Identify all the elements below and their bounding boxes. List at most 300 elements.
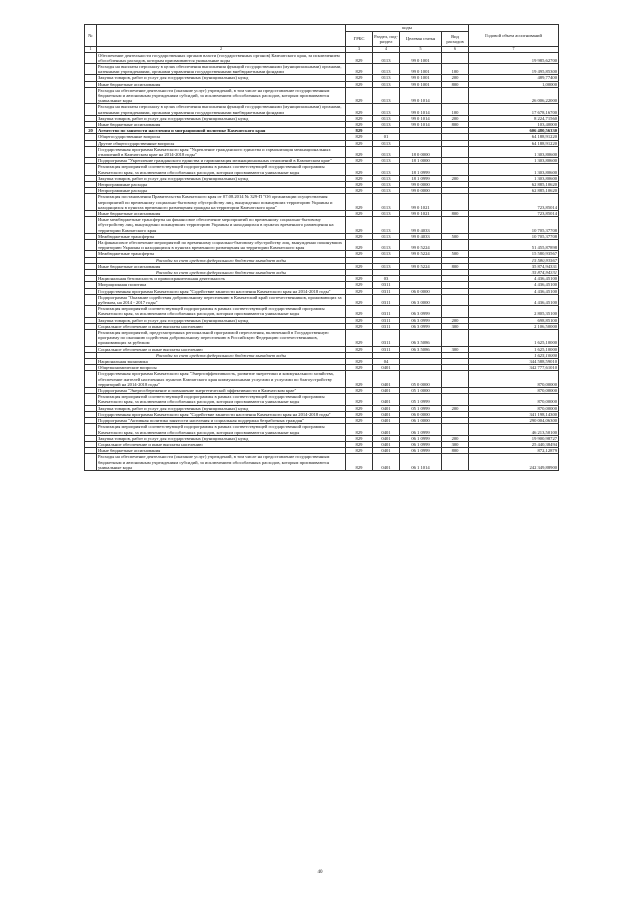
row-grbs: 829 — [346, 435, 373, 441]
table-row — [85, 194, 559, 211]
row-name: Реализация мероприятий соответствующей подпрограммы в рамках соответствующей государственной программы Камчатского края, за исключением обособленных расходов, которым присваиваются уникальные коды — [97, 306, 346, 317]
row-razdel: 0401 — [373, 435, 400, 441]
row-amount: 19 985,62700 — [469, 52, 559, 63]
row-grbs: 829 — [346, 175, 373, 181]
row-amount: 26 006,22000 — [469, 87, 559, 104]
row-expense-type: 100 — [442, 63, 469, 74]
row-expense-type: 300 — [442, 323, 469, 329]
row-expense-type — [442, 330, 469, 347]
table-row — [85, 63, 559, 74]
row-target-article: 06 1 0999 — [400, 441, 442, 447]
row-name: Подпрограмма "Энергосбережение и повышение энергетической эффективности в Камчатском крае" — [97, 388, 346, 394]
row-number — [85, 146, 97, 157]
row-expense-type — [442, 164, 469, 175]
row-name: Иные бюджетные ассигнования — [97, 448, 346, 454]
row-razdel: 0113 — [373, 52, 400, 63]
row-number — [85, 330, 97, 347]
row-expense-type: 100 — [442, 104, 469, 115]
col-number: 6 — [442, 47, 469, 53]
row-name: Непрограммные расходы — [97, 181, 346, 187]
row-amount: 1 303,80600 — [469, 158, 559, 164]
header-codes: коды — [346, 25, 469, 32]
row-name: Непрограммные расходы — [97, 188, 346, 194]
row-amount: 242 349,88900 — [469, 454, 559, 471]
row-grbs: 829 — [346, 75, 373, 81]
row-name: Миграционная политика — [97, 282, 346, 288]
row-amount: 290 004,06300 — [469, 418, 559, 424]
col-number: 2 — [97, 47, 346, 53]
row-number — [85, 394, 97, 405]
row-name: Расходы на обеспечение деятельности (оказание услуг) учреждений, в том числе на предоставление государственным бюджетным и автономным учреждениям субсидий, за исключением обособленных расходов, которым присваиваются уникальные коды — [97, 454, 346, 471]
row-amount: 19 495,85300 — [469, 63, 559, 74]
budget-table — [84, 24, 559, 471]
row-expense-type: 300 — [442, 441, 469, 447]
row-amount: 723,85014 — [469, 210, 559, 216]
row-target-article: 99 0 1014 — [400, 104, 442, 115]
row-grbs: 829 — [346, 418, 373, 424]
row-target-article: 05 1 0999 — [400, 394, 442, 405]
row-name: Реализация мероприятий соответствующей подпрограммы в рамках соответствующей государственной программы Камчатского края, за исключением обособленных расходов, которым присваиваются уникальные коды — [97, 424, 346, 435]
table-row — [85, 306, 559, 317]
row-grbs: 829 — [346, 330, 373, 347]
row-name: Реализация мероприятий соответствующей подпрограммы в рамках соответствующей государственной программы Камчатского края, за исключением обособленных расходов, которым присваиваются уникальные коды — [97, 164, 346, 175]
row-number — [85, 294, 97, 305]
row-expense-type — [442, 454, 469, 471]
row-razdel: 0113 — [373, 240, 400, 251]
row-amount: 8 224,71560 — [469, 115, 559, 121]
row-target-article: 18 0 0000 — [400, 146, 442, 157]
row-amount: 64 188,91220 — [469, 134, 559, 140]
row-grbs: 829 — [346, 128, 373, 134]
row-amount: 1 303,80600 — [469, 164, 559, 175]
row-razdel: 0113 — [373, 87, 400, 104]
row-name: Иные бюджетные ассигнования — [97, 121, 346, 127]
row-grbs: 829 — [346, 233, 373, 239]
row-grbs: 829 — [346, 115, 373, 121]
row-grbs: 829 — [346, 323, 373, 329]
row-name: Межбюджетные трансферты — [97, 251, 346, 257]
row-target-article: 99 0 1001 — [400, 75, 442, 81]
row-expense-type: 200 — [442, 317, 469, 323]
row-grbs: 829 — [346, 121, 373, 127]
row-name: Национальная безопасность и правоохранительная деятельность — [97, 276, 346, 282]
row-target-article: 06 3 5086 — [400, 346, 442, 352]
table-row — [85, 164, 559, 175]
row-amount: 25 440,38494 — [469, 441, 559, 447]
row-razdel: 0401 — [373, 448, 400, 454]
table-body — [85, 52, 559, 470]
row-razdel: 0113 — [373, 75, 400, 81]
row-grbs: 829 — [346, 52, 373, 63]
col-number: 4 — [373, 47, 400, 53]
row-grbs: 829 — [346, 158, 373, 164]
row-target-article: 99 0 1001 — [400, 63, 442, 74]
row-amount: 723,85014 — [469, 194, 559, 211]
row-number — [85, 104, 97, 115]
row-amount: 51 455,87898 — [469, 240, 559, 251]
row-razdel: 01 — [373, 134, 400, 140]
row-grbs: 829 — [346, 164, 373, 175]
row-name: Реализация постановления Правительства Камчатского края от 07.08.2014 № 329-П "Об организации осуществления мероприятий по временному социально-бытовому обустройству лиц, вынужденно покинувших территорию Украины и находящихся в пунктах временного размещения граждан на территории Камчатского края" — [97, 194, 346, 211]
row-name: Общеэкономические вопросы — [97, 365, 346, 371]
row-amount: 35 874,94331 — [469, 270, 559, 276]
row-razdel: 0401 — [373, 371, 400, 388]
row-grbs: 829 — [346, 405, 373, 411]
row-grbs: 829 — [346, 388, 373, 394]
row-name: Иные межбюджетные трансферты на финансовое обеспечение мероприятий по временному социально-бытовому обустройству лиц, вынужденно покинувших территорию Украины и находящихся в пунктах временного размещения на территории Камчатского края — [97, 217, 346, 234]
row-razdel: 0311 — [373, 323, 400, 329]
header-vid: Вид расходов — [442, 32, 469, 47]
row-grbs: 829 — [346, 217, 373, 234]
row-amount: 35 874,94331 — [469, 263, 559, 269]
row-razdel: 0401 — [373, 365, 400, 371]
row-expense-type: 200 — [442, 405, 469, 411]
row-amount: 4 436,45100 — [469, 276, 559, 282]
row-grbs: 829 — [346, 282, 373, 288]
row-expense-type — [442, 52, 469, 63]
row-razdel: 0113 — [373, 104, 400, 115]
row-number — [85, 371, 97, 388]
row-expense-type — [442, 294, 469, 305]
row-razdel: 0401 — [373, 418, 400, 424]
row-grbs: 829 — [346, 210, 373, 216]
row-number — [85, 52, 97, 63]
row-amount: 606 480,56330 — [469, 128, 559, 134]
row-razdel: 0113 — [373, 140, 400, 146]
row-target-article: 06 3 0999 — [400, 317, 442, 323]
header-sum: Годовой объем ассигнований — [469, 25, 559, 47]
row-expense-type — [442, 371, 469, 388]
row-razdel: 0113 — [373, 181, 400, 187]
row-amount: 15 580,93567 — [469, 257, 559, 263]
row-grbs: 829 — [346, 240, 373, 251]
row-grbs: 829 — [346, 251, 373, 257]
row-razdel: 0113 — [373, 188, 400, 194]
row-name: Общегосударственные вопросы — [97, 134, 346, 140]
row-target-article: 99 0 4033 — [400, 217, 442, 234]
row-name: Иные бюджетные ассигнования — [97, 263, 346, 269]
row-expense-type: 800 — [442, 81, 469, 87]
row-razdel: 0113 — [373, 158, 400, 164]
row-expense-type: 200 — [442, 435, 469, 441]
row-amount: 4 436,45100 — [469, 294, 559, 305]
row-grbs: 829 — [346, 194, 373, 211]
budget-document — [84, 24, 558, 471]
col-number: 3 — [346, 47, 373, 53]
row-name: Закупка товаров, работ и услуг для государственных (муниципальных) нужд — [97, 435, 346, 441]
row-target-article: 18 1 0999 — [400, 175, 442, 181]
row-razdel: 0113 — [373, 175, 400, 181]
row-razdel: 0311 — [373, 317, 400, 323]
row-razdel: 0113 — [373, 233, 400, 239]
row-target-article: 05 0 0000 — [400, 371, 442, 388]
row-name: Другие общегосударственные вопросы — [97, 140, 346, 146]
table-row — [85, 104, 559, 115]
row-expense-type: 200 — [442, 75, 469, 81]
row-grbs: 829 — [346, 448, 373, 454]
row-razdel: 0311 — [373, 282, 400, 288]
row-number — [85, 194, 97, 211]
row-razdel: 0401 — [373, 454, 400, 471]
row-expense-type — [442, 217, 469, 234]
row-amount: 1 625,10000 — [469, 330, 559, 347]
table-row — [85, 394, 559, 405]
row-grbs: 829 — [346, 317, 373, 323]
row-razdel: 0311 — [373, 294, 400, 305]
row-number — [85, 63, 97, 74]
row-target-article: 99 0 4033 — [400, 233, 442, 239]
row-target-article: 99 0 1001 — [400, 81, 442, 87]
row-number — [85, 424, 97, 435]
row-target-article: 06 1 0999 — [400, 424, 442, 435]
row-name: Расходы за счет средств федерального бюджета выпадает коды — [97, 270, 346, 276]
row-target-article: 99 0 1014 — [400, 87, 442, 104]
row-name: Иные бюджетные ассигнования — [97, 81, 346, 87]
row-name: Социальное обеспечение и иные выплаты населению — [97, 346, 346, 352]
row-razdel: 0311 — [373, 288, 400, 294]
col-number: 7 — [469, 47, 559, 53]
row-expense-type — [442, 306, 469, 317]
row-grbs: 829 — [346, 454, 373, 471]
row-amount: 17 678,16700 — [469, 104, 559, 115]
row-number — [85, 306, 97, 317]
row-amount: 870,00000 — [469, 394, 559, 405]
row-amount: 1 303,80600 — [469, 146, 559, 157]
row-amount: 342 777,61010 — [469, 365, 559, 371]
row-razdel: 0113 — [373, 263, 400, 269]
row-razdel: 0401 — [373, 388, 400, 394]
table-row — [85, 217, 559, 234]
row-amount: 489,77400 — [469, 75, 559, 81]
table-row — [85, 146, 559, 157]
row-target-article: 06 3 5086 — [400, 330, 442, 347]
row-target-article: 06 1 1014 — [400, 454, 442, 471]
row-name: Закупка товаров, работ и услуг для государственных (муниципальных) нужд — [97, 115, 346, 121]
row-amount: 1 303,80600 — [469, 175, 559, 181]
row-grbs: 829 — [346, 276, 373, 282]
row-grbs: 829 — [346, 394, 373, 405]
row-grbs: 829 — [346, 306, 373, 317]
row-name: Закупка товаров, работ и услуг для государственных (муниципальных) нужд — [97, 405, 346, 411]
row-name: Обеспечение деятельности государственных органов власти (государственных органов) Камчатского края, за исключением обособленных расходов, которым присваиваются уникальные коды — [97, 52, 346, 63]
row-target-article: 99 0 1014 — [400, 121, 442, 127]
row-amount: 62 885,10620 — [469, 188, 559, 194]
table-row — [85, 424, 559, 435]
row-razdel: 0113 — [373, 251, 400, 257]
row-razdel: 04 — [373, 359, 400, 365]
row-name: Подпрограмма "Укрепление гражданского единства и гармонизация межнациональных отношений в Камчатском крае" — [97, 158, 346, 164]
row-grbs: 829 — [346, 87, 373, 104]
row-expense-type: 500 — [442, 233, 469, 239]
row-name: Государственная программа Камчатского края "Энергоэффективность, развитие энергетики и коммунального хозяйства, обеспечение жителей населенных пунктов Камчатского края коммунальными услугами и услугами по благоустройству территорий на 2014-2018 годы" — [97, 371, 346, 388]
row-grbs: 829 — [346, 181, 373, 187]
row-expense-type — [442, 240, 469, 251]
row-razdel: 0401 — [373, 411, 400, 417]
row-razdel: 0401 — [373, 394, 400, 405]
row-grbs: 829 — [346, 188, 373, 194]
row-expense-type: 800 — [442, 210, 469, 216]
row-expense-type: 200 — [442, 115, 469, 121]
row-target-article: 06 0 0000 — [400, 288, 442, 294]
header-grbs: ГРБС — [346, 32, 373, 47]
row-amount: 1 625,10000 — [469, 346, 559, 352]
row-target-article: 99 0 1021 — [400, 210, 442, 216]
row-razdel: 0401 — [373, 405, 400, 411]
row-amount: 19 900,98727 — [469, 435, 559, 441]
row-number — [85, 217, 97, 234]
row-expense-type — [442, 194, 469, 211]
row-razdel: 0113 — [373, 121, 400, 127]
row-grbs: 829 — [346, 441, 373, 447]
row-grbs: 829 — [346, 359, 373, 365]
row-name: Закупка товаров, работ и услуг для государственных (муниципальных) нужд — [97, 317, 346, 323]
row-amount: 1 625,10000 — [469, 352, 559, 358]
row-grbs: 829 — [346, 146, 373, 157]
row-grbs: 829 — [346, 288, 373, 294]
row-target-article: 05 1 0999 — [400, 405, 442, 411]
row-target-article: 99 0 5224 — [400, 251, 442, 257]
row-grbs: 829 — [346, 424, 373, 435]
row-grbs: 829 — [346, 104, 373, 115]
row-amount: 15 580,93567 — [469, 251, 559, 257]
row-name: Реализация мероприятий, предусмотренных региональной программой переселения, включенной в Государственную программу по оказанию содействия добровольному переселению в Российскую Федерацию соотечественников, проживающих за рубежом — [97, 330, 346, 347]
row-number — [85, 240, 97, 251]
row-amount: 344 588,59010 — [469, 359, 559, 365]
row-name: На финансовое обеспечение мероприятий по временному социально-бытовому обустройству лиц, вынужденно покинувших территорию Украины и находящихся в пунктах временного размещения на территории Камчатского края — [97, 240, 346, 251]
row-razdel: 0113 — [373, 194, 400, 211]
row-grbs: 829 — [346, 81, 373, 87]
row-name: Закупка товаров, работ и услуг для государственных (муниципальных) нужд — [97, 75, 346, 81]
row-expense-type — [442, 424, 469, 435]
row-target-article: 99 0 0000 — [400, 188, 442, 194]
row-amount: 2 805,35100 — [469, 306, 559, 317]
row-amount: 103,40000 — [469, 121, 559, 127]
row-grbs: 829 — [346, 365, 373, 371]
row-expense-type — [442, 87, 469, 104]
row-amount: 64 188,91220 — [469, 140, 559, 146]
row-razdel: 0113 — [373, 115, 400, 121]
row-name: Государственная программа Камчатского края "Укрепление гражданского единства и гармонизация межнациональных отношений в Камчатском крае на 2014-2018 годы" — [97, 146, 346, 157]
row-number — [85, 454, 97, 471]
row-target-article: 99 0 0000 — [400, 181, 442, 187]
row-target-article: 06 0 0000 — [400, 411, 442, 417]
header-razdel: Раздел, под-раздел — [373, 32, 400, 47]
row-amount: 4 436,45100 — [469, 288, 559, 294]
row-target-article: 18 1 0000 — [400, 158, 442, 164]
row-amount: 10 705,37708 — [469, 217, 559, 234]
row-target-article: 06 1 0999 — [400, 448, 442, 454]
row-razdel: 0311 — [373, 330, 400, 347]
row-razdel: 0311 — [373, 346, 400, 352]
row-target-article: 99 0 1014 — [400, 115, 442, 121]
row-grbs: 829 — [346, 63, 373, 74]
row-amount: 4 436,45100 — [469, 282, 559, 288]
row-amount: 341 198,14300 — [469, 411, 559, 417]
row-amount: 46 213,50100 — [469, 424, 559, 435]
row-razdel: 0113 — [373, 210, 400, 216]
header-cst: Целевая статья — [400, 32, 442, 47]
row-target-article: 06 1 0000 — [400, 418, 442, 424]
row-target-article: 06 3 0999 — [400, 306, 442, 317]
row-name: Межбюджетные трансферты — [97, 233, 346, 239]
row-expense-type — [442, 146, 469, 157]
row-name: Расходы на обеспечение деятельности (оказание услуг) учреждений, в том числе на предоставление государственным бюджетным и автономным учреждениям субсидий, за исключением обособленных расходов, которым присваиваются уникальные коды — [97, 87, 346, 104]
row-name: Реализация мероприятий соответствующей подпрограммы в рамках соответствующей государственной программы Камчатского края, за исключением обособленных расходов, которым присваиваются уникальные коды — [97, 394, 346, 405]
row-expense-type: 800 — [442, 263, 469, 269]
row-razdel: 0113 — [373, 217, 400, 234]
row-expense-type: 800 — [442, 448, 469, 454]
header-num: № — [85, 25, 97, 47]
row-name: Социальное обеспечение и иные выплаты населению — [97, 441, 346, 447]
row-expense-type — [442, 394, 469, 405]
row-razdel: 0113 — [373, 146, 400, 157]
row-expense-type: 800 — [442, 121, 469, 127]
row-name: Подпрограмма "Оказание содействия добровольному переселению в Камчатский край соотечественников, проживающих за рубежом, на 2014 - 2017 годы" — [97, 294, 346, 305]
row-expense-type: 300 — [442, 346, 469, 352]
row-target-article: 99 0 1001 — [400, 52, 442, 63]
row-razdel: 0113 — [373, 81, 400, 87]
row-grbs: 829 — [346, 371, 373, 388]
table-row — [85, 330, 559, 347]
row-amount: 698,85100 — [469, 317, 559, 323]
page-number: 40 — [317, 870, 323, 875]
table-header — [85, 25, 559, 53]
row-grbs: 829 — [346, 294, 373, 305]
row-grbs: 829 — [346, 346, 373, 352]
row-expense-type: 500 — [442, 251, 469, 257]
row-amount: 870,00000 — [469, 388, 559, 394]
table-row — [85, 371, 559, 388]
row-name: Расходы на выплаты персоналу в целях обеспечения выполнения функций государственными (муниципальными) органами, казенными учреждениями, органами управления государственными внебюджетными фондами — [97, 63, 346, 74]
table-row — [85, 87, 559, 104]
table-row — [85, 240, 559, 251]
row-number — [85, 87, 97, 104]
row-razdel: 0113 — [373, 63, 400, 74]
row-grbs: 829 — [346, 134, 373, 140]
row-target-article: 05 1 0000 — [400, 388, 442, 394]
row-grbs: 829 — [346, 263, 373, 269]
row-target-article: 99 0 5224 — [400, 263, 442, 269]
row-amount: 10 705,37708 — [469, 233, 559, 239]
row-name: Закупка товаров, работ и услуг для государственных (муниципальных) нужд — [97, 175, 346, 181]
row-amount: 870,00000 — [469, 371, 559, 388]
row-name: Государственная программа Камчатского края "Содействие занятости населения Камчатского края на 2014-2018 годы" — [97, 288, 346, 294]
row-amount: 2 106,50000 — [469, 323, 559, 329]
row-target-article: 06 3 0999 — [400, 323, 442, 329]
row-grbs: 829 — [346, 411, 373, 417]
row-razdel: 0401 — [373, 424, 400, 435]
table-row — [85, 454, 559, 471]
row-amount: 62 885,10620 — [469, 181, 559, 187]
row-target-article: 99 0 5224 — [400, 240, 442, 251]
row-amount: 870,00000 — [469, 405, 559, 411]
row-name: Иные бюджетные ассигнования — [97, 210, 346, 216]
row-expense-type: 200 — [442, 175, 469, 181]
row-name: Государственная программа Камчатского края "Содействие занятости населения Камчатского края на 2014-2018 годы" — [97, 411, 346, 417]
col-number: 5 — [400, 47, 442, 53]
header-name — [97, 25, 346, 47]
row-target-article: 99 0 1021 — [400, 194, 442, 211]
row-number: 20 — [85, 128, 97, 134]
row-name: Расходы за счет средств федерального бюджета выпадает коды — [97, 352, 346, 358]
table-row — [85, 294, 559, 305]
row-target-article: 18 1 0999 — [400, 164, 442, 175]
row-razdel: 03 — [373, 276, 400, 282]
row-razdel: 0311 — [373, 306, 400, 317]
row-target-article: 06 3 0000 — [400, 294, 442, 305]
row-razdel: 0401 — [373, 441, 400, 447]
row-target-article: 06 1 0999 — [400, 435, 442, 441]
